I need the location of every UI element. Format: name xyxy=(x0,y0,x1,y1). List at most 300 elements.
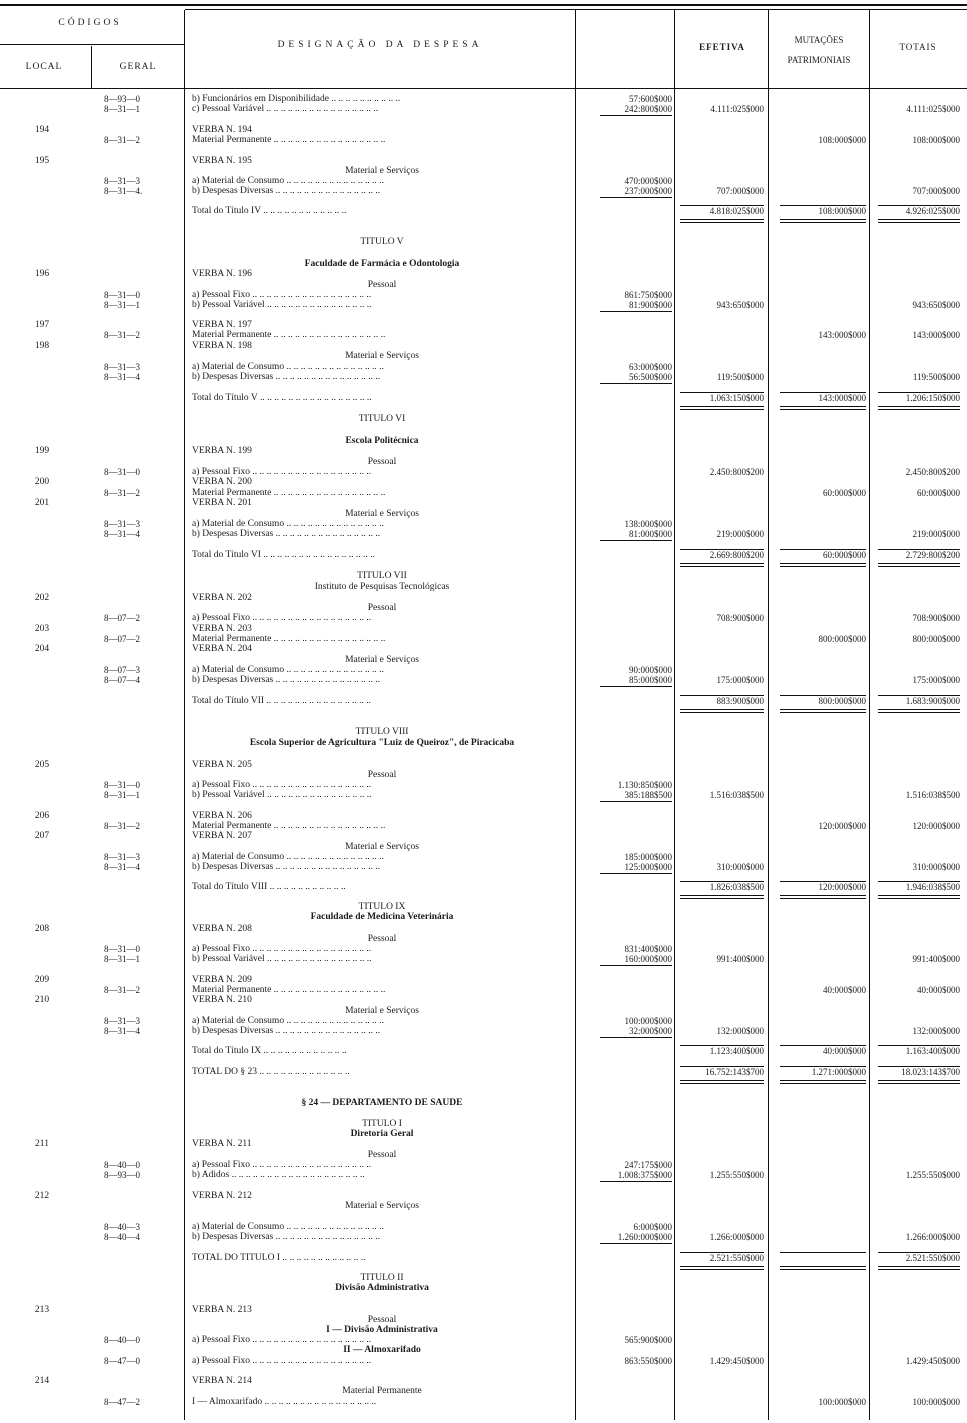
total-overline xyxy=(878,1252,960,1253)
total-double-underline xyxy=(680,406,764,407)
designacao-text: TÍTULO IX xyxy=(358,902,406,912)
geral-code: 8—31—1 xyxy=(104,954,140,964)
total-double-underline xyxy=(878,1083,960,1084)
subtotal-underline xyxy=(600,686,672,687)
value-detail: 863:550$000 xyxy=(624,1356,672,1366)
geral-code: 8—40—4 xyxy=(104,1232,140,1242)
value-efetiva: 310:000$000 xyxy=(716,862,764,872)
total-double-underline xyxy=(780,409,866,410)
designacao-text: b) Despesas Diversas .. .. .. .. .. .. .. .. .. .. .. .. .. .. .. xyxy=(192,862,381,872)
total-double-underline xyxy=(878,1080,960,1081)
table-row xyxy=(0,1253,967,1264)
local-code: 195 xyxy=(34,156,50,166)
table-row xyxy=(0,1386,967,1397)
geral-code: 8—47—2 xyxy=(104,1397,140,1407)
designacao-text: TOTAL DO § 23 .. .. .. .. .. .. .. .. .. .. .. .. .. xyxy=(192,1067,350,1077)
designacao-text: TÍTULO I xyxy=(362,1119,402,1129)
designacao-text: Material e Serviços xyxy=(345,1201,419,1211)
table-row xyxy=(0,644,967,655)
designacao-text: II — Almoxarifado xyxy=(343,1345,421,1355)
value-totais: 60:000$000 xyxy=(916,488,960,498)
designacao-text: VERBA N. 196 xyxy=(192,269,252,279)
table-row xyxy=(0,300,967,311)
geral-code: 8—07—2 xyxy=(104,613,140,623)
designacao-text: b) Pessoal Variável .. .. .. .. .. .. .. .. .. .. .. .. .. .. .. xyxy=(192,300,372,310)
designacao-text: b) Adidos .. .. .. .. .. .. .. .. .. .. .. .. .. .. .. .. .. .. .. xyxy=(192,1170,365,1180)
value-totais: 1.255:550$000 xyxy=(905,1170,960,1180)
table-row xyxy=(0,571,967,582)
value-efetiva: 2.521:550$000 xyxy=(709,1253,764,1263)
table-row xyxy=(0,498,967,509)
subtotal-underline xyxy=(600,540,672,541)
geral-code: 8—31—4 xyxy=(104,1026,140,1036)
value-efetiva: 943:650$000 xyxy=(716,300,764,310)
table-row xyxy=(0,1397,967,1408)
total-double-underline xyxy=(780,566,866,567)
value-efetiva: 4.111:025$000 xyxy=(710,104,764,114)
total-double-underline xyxy=(680,712,764,713)
total-double-underline xyxy=(680,1269,764,1270)
geral-code: 8—31—4. xyxy=(104,186,143,196)
value-detail: 6:000$000 xyxy=(633,1222,672,1232)
total-overline xyxy=(680,1066,764,1067)
designacao-text: VERBA N. 208 xyxy=(192,924,252,934)
subtotal-underline xyxy=(600,1181,672,1182)
total-double-underline xyxy=(680,898,764,899)
total-double-underline xyxy=(878,563,960,564)
total-overline xyxy=(878,695,960,696)
table-row xyxy=(0,477,967,488)
table-row xyxy=(0,882,967,893)
total-overline xyxy=(780,1045,866,1046)
table-row xyxy=(0,186,967,197)
designacao-text: Pessoal xyxy=(367,770,397,780)
total-double-underline xyxy=(878,409,960,410)
total-overline xyxy=(878,392,960,393)
value-detail: 1.260:000$000 xyxy=(617,1232,672,1242)
total-double-underline xyxy=(780,563,866,564)
designacao-text: VERBA N. 212 xyxy=(192,1191,252,1201)
value-totais: 4.111:025$000 xyxy=(906,104,960,114)
value-detail: 1.008:375$000 xyxy=(617,1170,672,1180)
header-mutacoes: MUTAÇÕES PATRIMONIAIS xyxy=(787,35,851,65)
table-row xyxy=(0,675,967,686)
designacao-text: a) Material de Consumo .. .. .. .. .. .. .. .. .. .. .. .. .. .. xyxy=(192,1016,384,1026)
table-row xyxy=(0,1232,967,1243)
subtotal-underline xyxy=(600,801,672,802)
geral-code: 8—31—1 xyxy=(104,790,140,800)
geral-code: 8—07—4 xyxy=(104,675,140,685)
value-detail: 138:000$000 xyxy=(624,519,672,529)
total-overline xyxy=(680,1045,764,1046)
table-row xyxy=(0,1098,967,1109)
value-mutacoes: 143:000$000 xyxy=(818,330,866,340)
table-row xyxy=(0,582,967,593)
designacao-text: a) Pessoal Fixo .. .. .. .. .. .. .. .. .. .. .. .. .. .. .. .. .. xyxy=(192,467,372,477)
designacao-text: Faculdade de Medicina Veterinária xyxy=(310,912,454,922)
value-mutacoes: 100:000$000 xyxy=(818,1397,866,1407)
total-overline xyxy=(680,392,764,393)
designacao-text: § 24 — DEPARTAMENTO DE SAÚDE xyxy=(301,1098,463,1108)
value-mutacoes: 120:000$000 xyxy=(818,821,866,831)
value-efetiva: 1.516:038$500 xyxy=(709,790,764,800)
designacao-text: a) Pessoal Fixo .. .. .. .. .. .. .. .. .. .. .. .. .. .. .. .. .. xyxy=(192,1356,372,1366)
header-designacao: DESIGNAÇÃO DA DESPESA xyxy=(277,40,483,50)
value-efetiva: 708:900$000 xyxy=(716,613,764,623)
value-mutacoes: 800:000$000 xyxy=(818,634,866,644)
designacao-text: TÍTULO VIII xyxy=(355,727,409,737)
value-detail: 385:188$500 xyxy=(624,790,672,800)
designacao-text: VERBA N. 207 xyxy=(192,831,252,841)
value-totais: 1.683:900$000 xyxy=(905,696,960,706)
designacao-text: b) Despesas Diversas .. .. .. .. .. .. .. .. .. .. .. .. .. .. .. xyxy=(192,1232,381,1242)
value-totais: 1.946:038$500 xyxy=(905,882,960,892)
table-row xyxy=(0,393,967,404)
value-totais: 108:000$000 xyxy=(912,135,960,145)
designacao-text: VERBA N. 211 xyxy=(192,1139,252,1149)
total-double-underline xyxy=(780,406,866,407)
designacao-text: VERBA N. 197 xyxy=(192,320,252,330)
geral-code: 8—31—2 xyxy=(104,488,140,498)
total-double-underline xyxy=(780,1083,866,1084)
designacao-text: Material Permanente .. .. .. .. .. .. .. .. .. .. .. .. .. .. .. .. xyxy=(192,821,386,831)
value-mutacoes: 60:000$000 xyxy=(822,550,866,560)
value-mutacoes: 60:000$000 xyxy=(822,488,866,498)
local-code: 194 xyxy=(34,125,50,135)
local-code: 199 xyxy=(34,446,50,456)
designacao-text: Pessoal xyxy=(367,603,397,613)
table-row xyxy=(0,1170,967,1181)
header-efetiva: EFETIVA xyxy=(699,42,745,52)
value-mutacoes: 40:000$000 xyxy=(822,1046,866,1056)
table-row xyxy=(0,738,967,749)
value-detail: 100:000$000 xyxy=(624,1016,672,1026)
value-totais: 708:900$000 xyxy=(912,613,960,623)
designacao-text: Material e Serviços xyxy=(345,655,419,665)
total-overline xyxy=(878,1045,960,1046)
local-code: 197 xyxy=(34,320,50,330)
designacao-text: b) Despesas Diversas .. .. .. .. .. .. .. .. .. .. .. .. .. .. .. xyxy=(192,675,381,685)
table-row xyxy=(0,351,967,362)
designacao-text: a) Pessoal Fixo .. .. .. .. .. .. .. .. .. .. .. .. .. .. .. .. .. xyxy=(192,290,372,300)
designacao-text: b) Pessoal Variável .. .. .. .. .. .. .. .. .. .. .. .. .. .. .. xyxy=(192,954,372,964)
value-detail: 32:000$000 xyxy=(628,1026,672,1036)
value-detail: 565:900$000 xyxy=(624,1335,672,1345)
total-double-underline xyxy=(780,1269,866,1270)
geral-code: 8—31—3 xyxy=(104,176,140,186)
designacao-text: b) Despesas Diversas .. .. .. .. .. .. .. .. .. .. .. .. .. .. .. xyxy=(192,1026,381,1036)
total-double-underline xyxy=(680,1266,764,1267)
designacao-text: I — Almoxarifado .. .. .. .. .. .. .. .. .. .. .. .. .. .. .. .. xyxy=(192,1397,377,1407)
designacao-text: Faculdade de Farmácia e Odontologia xyxy=(304,259,460,269)
total-overline xyxy=(878,1066,960,1067)
value-totais: 119:500$000 xyxy=(912,372,960,382)
total-double-underline xyxy=(680,709,764,710)
value-detail: 242:800$000 xyxy=(624,104,672,114)
geral-code: 8—31—2 xyxy=(104,135,140,145)
geral-code: 8—31—0 xyxy=(104,780,140,790)
header-local: LOCAL xyxy=(25,62,63,72)
value-efetiva: 1.255:550$000 xyxy=(709,1170,764,1180)
value-detail: 470:000$000 xyxy=(624,176,672,186)
designacao-text: b) Despesas Diversas .. .. .. .. .. .. .. .. .. .. .. .. .. .. .. xyxy=(192,372,381,382)
designacao-text: TÍTULO VI xyxy=(358,414,406,424)
value-mutacoes: 108:000$000 xyxy=(818,206,866,216)
total-overline xyxy=(780,392,866,393)
table-row xyxy=(0,912,967,923)
local-code: 200 xyxy=(34,477,50,487)
total-double-underline xyxy=(780,222,866,223)
header-totais: TOTAIS xyxy=(899,42,937,52)
total-double-underline xyxy=(680,409,764,410)
designacao-text: TÍTULO VII xyxy=(357,571,407,581)
value-totais: 100:000$000 xyxy=(912,1397,960,1407)
total-overline xyxy=(680,205,764,206)
table-row xyxy=(0,831,967,842)
subtotal-underline xyxy=(600,383,672,384)
geral-code: 8—31—4 xyxy=(104,529,140,539)
designacao-text: b) Pessoal Variável .. .. .. .. .. .. .. .. .. .. .. .. .. .. .. xyxy=(192,790,372,800)
subtotal-underline xyxy=(600,115,672,116)
value-efetiva: 16.752:143$700 xyxy=(705,1067,764,1077)
designacao-text: Material e Serviços xyxy=(345,166,419,176)
designacao-text: Material e Serviços xyxy=(345,842,419,852)
value-totais: 1.206:150$000 xyxy=(905,393,960,403)
designacao-text: Total do Título IX .. .. .. .. .. .. .. .. .. .. .. .. xyxy=(192,1046,347,1056)
value-efetiva: 219:000$000 xyxy=(716,529,764,539)
subtotal-underline xyxy=(600,1037,672,1038)
designacao-text: Instituto de Pesquisas Tecnológicas xyxy=(314,582,450,592)
geral-code: 8—31—0 xyxy=(104,467,140,477)
table-row xyxy=(0,446,967,457)
local-code: 207 xyxy=(34,831,50,841)
designacao-text: VERBA N. 205 xyxy=(192,760,252,770)
designacao-text: a) Pessoal Fixo .. .. .. .. .. .. .. .. .. .. .. .. .. .. .. .. .. xyxy=(192,613,372,623)
total-double-underline xyxy=(680,219,764,220)
total-double-underline xyxy=(878,1266,960,1267)
local-code: 214 xyxy=(34,1376,50,1386)
designacao-text: VERBA N. 195 xyxy=(192,156,252,166)
table-row xyxy=(0,206,967,217)
designacao-text: Material e Serviços xyxy=(345,1006,419,1016)
total-overline xyxy=(680,881,764,882)
value-detail: 247:175$000 xyxy=(624,1160,672,1170)
geral-code: 8—07—3 xyxy=(104,665,140,675)
table-row xyxy=(0,1046,967,1057)
total-double-underline xyxy=(878,1269,960,1270)
geral-code: 8—31—4 xyxy=(104,372,140,382)
local-code: 209 xyxy=(34,975,50,985)
designacao-text: Material Permanente .. .. .. .. .. .. .. .. .. .. .. .. .. .. .. .. xyxy=(192,488,386,498)
value-totais: 2.450:800$200 xyxy=(905,467,960,477)
value-totais: 2.729:800$200 xyxy=(905,550,960,560)
local-code: 201 xyxy=(34,498,50,508)
value-detail: 81:000$000 xyxy=(628,529,672,539)
designacao-text: Total do Título VIII .. .. .. .. .. .. .. .. .. .. .. xyxy=(192,882,346,892)
value-mutacoes: 800:000$000 xyxy=(818,696,866,706)
designacao-text: a) Material de Consumo .. .. .. .. .. .. .. .. .. .. .. .. .. .. xyxy=(192,519,384,529)
value-mutacoes: 120:000$000 xyxy=(818,882,866,892)
table-row xyxy=(0,104,967,115)
value-totais: 1.163:400$000 xyxy=(905,1046,960,1056)
total-double-underline xyxy=(878,566,960,567)
value-detail: 57:600$000 xyxy=(628,94,672,104)
designacao-text: Pessoal xyxy=(367,280,397,290)
value-totais: 4.926:025$000 xyxy=(905,206,960,216)
geral-code: 8—40—3 xyxy=(104,1222,140,1232)
total-overline xyxy=(780,1066,866,1067)
value-efetiva: 2.669:800$200 xyxy=(709,550,764,560)
value-totais: 707:000$000 xyxy=(912,186,960,196)
total-double-underline xyxy=(780,898,866,899)
value-totais: 943:650$000 xyxy=(912,300,960,310)
geral-code: 8—31—1 xyxy=(104,104,140,114)
total-overline xyxy=(878,549,960,550)
table-row xyxy=(0,372,967,383)
designacao-text: a) Pessoal Fixo .. .. .. .. .. .. .. .. .. .. .. .. .. .. .. .. .. xyxy=(192,780,372,790)
total-overline xyxy=(780,881,866,882)
total-double-underline xyxy=(780,1080,866,1081)
table-row xyxy=(0,1283,967,1294)
value-detail: 1.130:850$000 xyxy=(617,780,672,790)
total-overline xyxy=(780,205,866,206)
local-code: 213 xyxy=(34,1305,50,1315)
value-mutacoes: 1.271:000$000 xyxy=(811,1067,866,1077)
value-totais: 310:000$000 xyxy=(912,862,960,872)
designacao-text: Diretoria Geral xyxy=(350,1129,414,1139)
value-efetiva: 1.429:450$000 xyxy=(709,1356,764,1366)
designacao-text: b) Despesas Diversas .. .. .. .. .. .. .. .. .. .. .. .. .. .. .. xyxy=(192,529,381,539)
designacao-text: VERBA N. 202 xyxy=(192,593,252,603)
geral-code: 8—93—0 xyxy=(104,1170,140,1180)
designacao-text: Material Permanente xyxy=(342,1386,422,1396)
value-efetiva: 707:000$000 xyxy=(716,186,764,196)
designacao-text: Pessoal xyxy=(367,1150,397,1160)
designacao-text: I — Divisão Administrativa xyxy=(326,1325,438,1335)
table-row xyxy=(0,1139,967,1150)
designacao-text: Material Permanente .. .. .. .. .. .. .. .. .. .. .. .. .. .. .. .. xyxy=(192,985,386,995)
value-mutacoes: 108:000$000 xyxy=(818,135,866,145)
geral-code: 8—31—3 xyxy=(104,519,140,529)
designacao-text: Total do Título VII .. .. .. .. .. .. .. .. .. .. .. .. .. .. .. xyxy=(192,696,371,706)
value-detail: 160:000$000 xyxy=(624,954,672,964)
designacao-text: VERBA N. 214 xyxy=(192,1376,252,1386)
total-double-underline xyxy=(680,563,764,564)
value-efetiva: 2.450:800$200 xyxy=(709,467,764,477)
designacao-text: Total do Título V .. .. .. .. .. .. .. .. .. .. .. .. .. .. .. .. xyxy=(192,393,372,403)
value-detail: 831:400$000 xyxy=(624,944,672,954)
designacao-text: Material e Serviços xyxy=(345,509,419,519)
table-row xyxy=(0,862,967,873)
local-code: 205 xyxy=(34,760,50,770)
geral-code: 8—31—3 xyxy=(104,362,140,372)
value-totais: 132:000$000 xyxy=(912,1026,960,1036)
total-double-underline xyxy=(878,222,960,223)
value-totais: 991:400$000 xyxy=(912,954,960,964)
designacao-text: Pessoal xyxy=(367,457,397,467)
total-double-underline xyxy=(878,712,960,713)
geral-code: 8—31—3 xyxy=(104,852,140,862)
designacao-text: TÍTULO II xyxy=(360,1273,404,1283)
designacao-text: VERBA N. 204 xyxy=(192,644,252,654)
geral-code: 8—47—0 xyxy=(104,1356,140,1366)
value-totais: 1.429:450$000 xyxy=(905,1356,960,1366)
table-row xyxy=(0,1067,967,1078)
local-code: 204 xyxy=(34,644,50,654)
total-overline xyxy=(878,205,960,206)
designacao-text: Total do Título VI .. .. .. .. .. .. .. .. .. .. .. .. .. .. .. .. xyxy=(192,550,375,560)
value-detail: 90:000$000 xyxy=(628,665,672,675)
total-overline xyxy=(780,695,866,696)
designacao-text: TOTAL DO TÍTULO I .. .. .. .. .. .. .. .. .. .. .. .. xyxy=(192,1253,366,1263)
value-efetiva: 132:000$000 xyxy=(716,1026,764,1036)
total-overline xyxy=(680,549,764,550)
designacao-text: VERBA N. 198 xyxy=(192,341,252,351)
total-double-underline xyxy=(680,222,764,223)
total-double-underline xyxy=(780,1266,866,1267)
designacao-text: b) Funcionários em Disponibilidade .. .. .. .. .. .. .. .. .. .. xyxy=(192,94,401,104)
header-geral: GERAL xyxy=(119,62,157,72)
value-detail: 63:000$000 xyxy=(628,362,672,372)
designacao-text: Escola Superior de Agricultura "Luiz de Queiroz", de Piracicaba xyxy=(249,738,515,748)
local-code: 208 xyxy=(34,924,50,934)
value-totais: 18.023:143$700 xyxy=(901,1067,960,1077)
total-double-underline xyxy=(878,219,960,220)
subtotal-underline xyxy=(600,311,672,312)
value-detail: 185:000$000 xyxy=(624,852,672,862)
value-efetiva: 4.818:025$000 xyxy=(709,206,764,216)
geral-code: 8—31—2 xyxy=(104,330,140,340)
value-efetiva: 1.826:038$500 xyxy=(709,882,764,892)
geral-code: 8—40—0 xyxy=(104,1335,140,1345)
table-row xyxy=(0,330,967,341)
table-row xyxy=(0,269,967,280)
local-code: 198 xyxy=(34,341,50,351)
value-totais: 175:000$000 xyxy=(912,675,960,685)
total-overline xyxy=(780,1252,866,1253)
table-row xyxy=(0,135,967,146)
designacao-text: VERBA N. 206 xyxy=(192,811,252,821)
designacao-text: Divisão Administrativa xyxy=(335,1283,429,1293)
value-totais: 120:000$000 xyxy=(912,821,960,831)
geral-code: 8—31—1 xyxy=(104,300,140,310)
value-totais: 40:000$000 xyxy=(916,985,960,995)
total-overline xyxy=(780,549,866,550)
total-double-underline xyxy=(878,406,960,407)
total-double-underline xyxy=(780,219,866,220)
total-double-underline xyxy=(878,898,960,899)
table-row xyxy=(0,1356,967,1367)
designacao-text: c) Pessoal Variável .. .. .. .. .. .. .. .. .. .. .. .. .. .. .. .. xyxy=(192,104,379,114)
subtotal-underline xyxy=(600,873,672,874)
designacao-text: a) Pessoal Fixo .. .. .. .. .. .. .. .. .. .. .. .. .. .. .. .. .. xyxy=(192,944,372,954)
designacao-text: TÍTULO V xyxy=(360,237,404,247)
geral-code: 8—31—2 xyxy=(104,821,140,831)
total-double-underline xyxy=(780,895,866,896)
designacao-text: a) Material de Consumo .. .. .. .. .. .. .. .. .. .. .. .. .. .. xyxy=(192,1222,384,1232)
designacao-text: b) Despesas Diversas .. .. .. .. .. .. .. .. .. .. .. .. .. .. .. xyxy=(192,186,381,196)
value-efetiva: 1.063:150$000 xyxy=(709,393,764,403)
value-totais: 1.516:038$500 xyxy=(905,790,960,800)
value-detail: 81:900$000 xyxy=(628,300,672,310)
total-double-underline xyxy=(780,709,866,710)
table-row xyxy=(0,727,967,738)
local-code: 202 xyxy=(34,593,50,603)
total-double-underline xyxy=(680,895,764,896)
designacao-text: Material e Serviços xyxy=(345,351,419,361)
geral-code: 8—31—0 xyxy=(104,290,140,300)
total-overline xyxy=(680,1252,764,1253)
